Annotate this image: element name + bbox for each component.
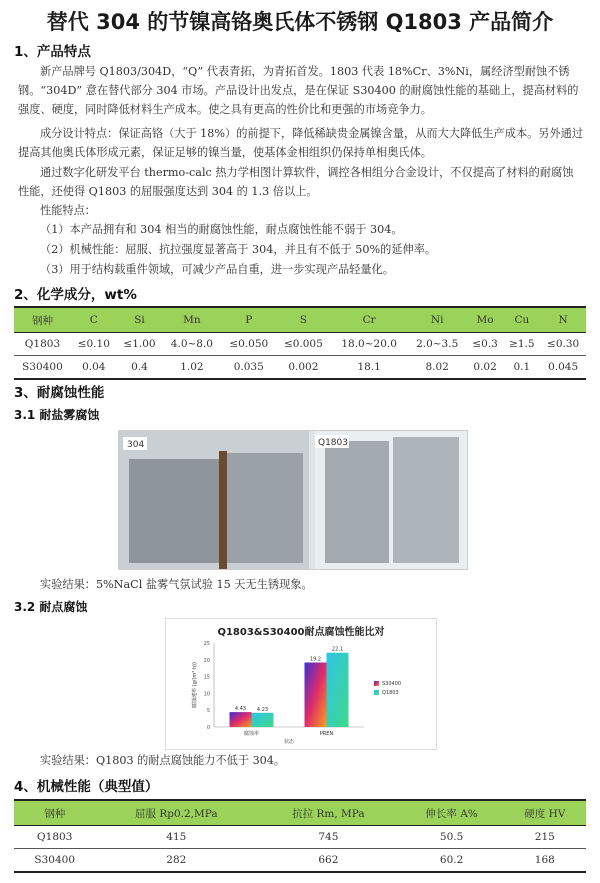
- cell: 282: [95, 849, 257, 873]
- y-tick-label: 20: [203, 657, 210, 664]
- col-header: Cu: [503, 307, 540, 333]
- col-header: Mo: [467, 307, 504, 333]
- col-header: 钢种: [14, 307, 71, 333]
- chart-title: Q1803&S30400耐点腐蚀性能比对: [217, 627, 385, 638]
- col-header: S: [276, 307, 331, 333]
- composition-table: [14, 306, 586, 380]
- legend-swatch: [374, 681, 379, 686]
- legend-label: Q1803: [382, 690, 399, 696]
- col-header: Mn: [162, 307, 221, 333]
- x-tick-label: 腐蚀率: [243, 731, 260, 737]
- paragraph-design: 通过数字化研发平台 thermo-calc 热力学相图计算软件，调控各相组分合金设计，不仅提高了材料的耐腐蚀性能，还使得 Q1803 的屈服强度达到 304 的 1.3 倍以上。: [18, 166, 574, 198]
- cell: 168: [504, 849, 586, 873]
- mechanical-table: [14, 799, 586, 873]
- cell: 0.4: [117, 356, 163, 380]
- cell: 8.02: [408, 356, 467, 380]
- chart-svg: [166, 619, 436, 749]
- cell: ≤0.10: [71, 333, 117, 356]
- cell: ≤0.050: [221, 333, 276, 356]
- cell: ≤1.00: [117, 333, 163, 356]
- cell: 215: [504, 826, 586, 849]
- data-label: 4.43: [234, 706, 247, 713]
- subsection-salt-spray: 3.1 耐盐雾腐蚀: [14, 408, 100, 422]
- legend-swatch: [374, 690, 379, 695]
- col-header: 抗拉 Rm, MPa: [257, 800, 399, 826]
- col-header: C: [71, 307, 117, 333]
- table-row: [14, 849, 586, 873]
- col-header: Si: [117, 307, 163, 333]
- cell: Q1803: [14, 333, 71, 356]
- col-header: 伸长率 A%: [400, 800, 504, 826]
- cell: 0.002: [276, 356, 331, 380]
- col-header: 屈服 Rp0.2,MPa: [95, 800, 257, 826]
- cell: 18.0~20.0: [331, 333, 408, 356]
- salt-spray-photo-image: [119, 431, 467, 569]
- y-axis-label: 腐蚀速率 (g/(m²·h)): [192, 662, 198, 708]
- y-tick-label: 25: [203, 641, 210, 647]
- bar: [305, 662, 327, 727]
- cell: 0.045: [540, 356, 586, 380]
- cell: 4.0~8.0: [162, 333, 221, 356]
- performance-item: （3）用于结构载重件领域，可减少产品自重，进一步实现产品轻量化。: [40, 263, 394, 276]
- cell: 0.035: [221, 356, 276, 380]
- cell: 0.04: [71, 356, 117, 380]
- table-row: [14, 356, 586, 380]
- cell: ≥1.5: [503, 333, 540, 356]
- cell: ≤0.3: [467, 333, 504, 356]
- y-tick-label: 5: [206, 708, 210, 715]
- cell: ≤0.005: [276, 333, 331, 356]
- cell: Q1803: [14, 826, 95, 849]
- cell: S30400: [14, 356, 71, 380]
- x-axis-label: 状态: [283, 739, 295, 745]
- cell: 0.02: [467, 356, 504, 380]
- cell: 415: [95, 826, 257, 849]
- y-tick-label: 10: [203, 691, 210, 698]
- cell: 50.5: [400, 826, 504, 849]
- cell: 0.1: [503, 356, 540, 380]
- section-3-heading: 3、耐腐蚀性能: [14, 385, 105, 401]
- bar: [327, 653, 349, 727]
- cell: S30400: [14, 849, 95, 873]
- performance-title: 性能特点：: [40, 204, 96, 217]
- subsection-pitting: 3.2 耐点腐蚀: [14, 600, 88, 614]
- section-2-heading: 2、化学成分，wt%: [14, 287, 137, 303]
- data-label: 19.2: [309, 656, 322, 663]
- cell: 745: [257, 826, 399, 849]
- performance-item: （1）本产品拥有和 304 相当的耐腐蚀性能，耐点腐蚀性能不弱于 304。: [40, 223, 403, 236]
- paragraph-intro: 新产品牌号 Q1803/304D，“Q” 代表青拓，为青拓首发。1803 代表 18%Cr、3%Ni，属经济型耐蚀不锈钢。“304D” 意在替代部分 304 市场。产品设计出发点，是在保证 S30400 的耐腐蚀性能的基础上，提高材料的强度、硬度，同时降低材料生产成本。使之具有更高的性价比和更强的市场竞争力。: [18, 65, 579, 116]
- cell: 1.02: [162, 356, 221, 380]
- col-header: N: [540, 307, 586, 333]
- data-label: 22.1: [331, 646, 344, 653]
- section-1-heading: 1、产品特点: [14, 44, 91, 60]
- cell: ≤0.30: [540, 333, 586, 356]
- col-header: P: [221, 307, 276, 333]
- pitting-result: 实验结果：Q1803 的耐点腐蚀能力不低于 304。: [40, 754, 286, 767]
- y-tick-label: 0: [206, 725, 210, 731]
- section-4-heading: 4、机械性能（典型值）: [14, 779, 159, 795]
- cell: 60.2: [400, 849, 504, 873]
- performance-item: （2）机械性能：屈服、抗拉强度显著高于 304，并且有不低于 50%的延伸率。: [40, 243, 437, 256]
- photo-label-304: 304: [127, 440, 145, 450]
- col-header: Cr: [331, 307, 408, 333]
- salt-spray-photo: [118, 430, 468, 570]
- bar: [252, 713, 274, 727]
- bar: [230, 712, 252, 727]
- cell: 662: [257, 849, 399, 873]
- table-row: [14, 826, 586, 849]
- col-header: Ni: [408, 307, 467, 333]
- table-row: [14, 333, 586, 356]
- data-label: 4.23: [256, 706, 269, 713]
- salt-spray-result: 实验结果：5%NaCl 盐雾气氛试验 15 天无生锈现象。: [40, 578, 313, 591]
- cell: 18.1: [331, 356, 408, 380]
- col-header: 钢种: [14, 800, 95, 826]
- y-tick-label: 15: [203, 674, 210, 681]
- photo-label-q1803: Q1803: [318, 438, 348, 448]
- x-tick-label: PREN: [319, 731, 334, 737]
- paragraph-composition: 成分设计特点：保证高铬（大于 18%）的前提下，降低稀缺贵金属镍含量，从而大大降低生产成本。另外通过提高其他奥氏体形成元素，保证足够的镍当量，使基体金相组织仍保持单相奥氏体。: [18, 127, 584, 159]
- col-header: 硬度 HV: [504, 800, 586, 826]
- pitting-chart: [165, 618, 437, 750]
- legend-label: S30400: [382, 681, 402, 687]
- page-title: 替代 304 的节镍高铬奥氏体不锈钢 Q1803 产品简介: [46, 10, 554, 34]
- cell: 2.0~3.5: [408, 333, 467, 356]
